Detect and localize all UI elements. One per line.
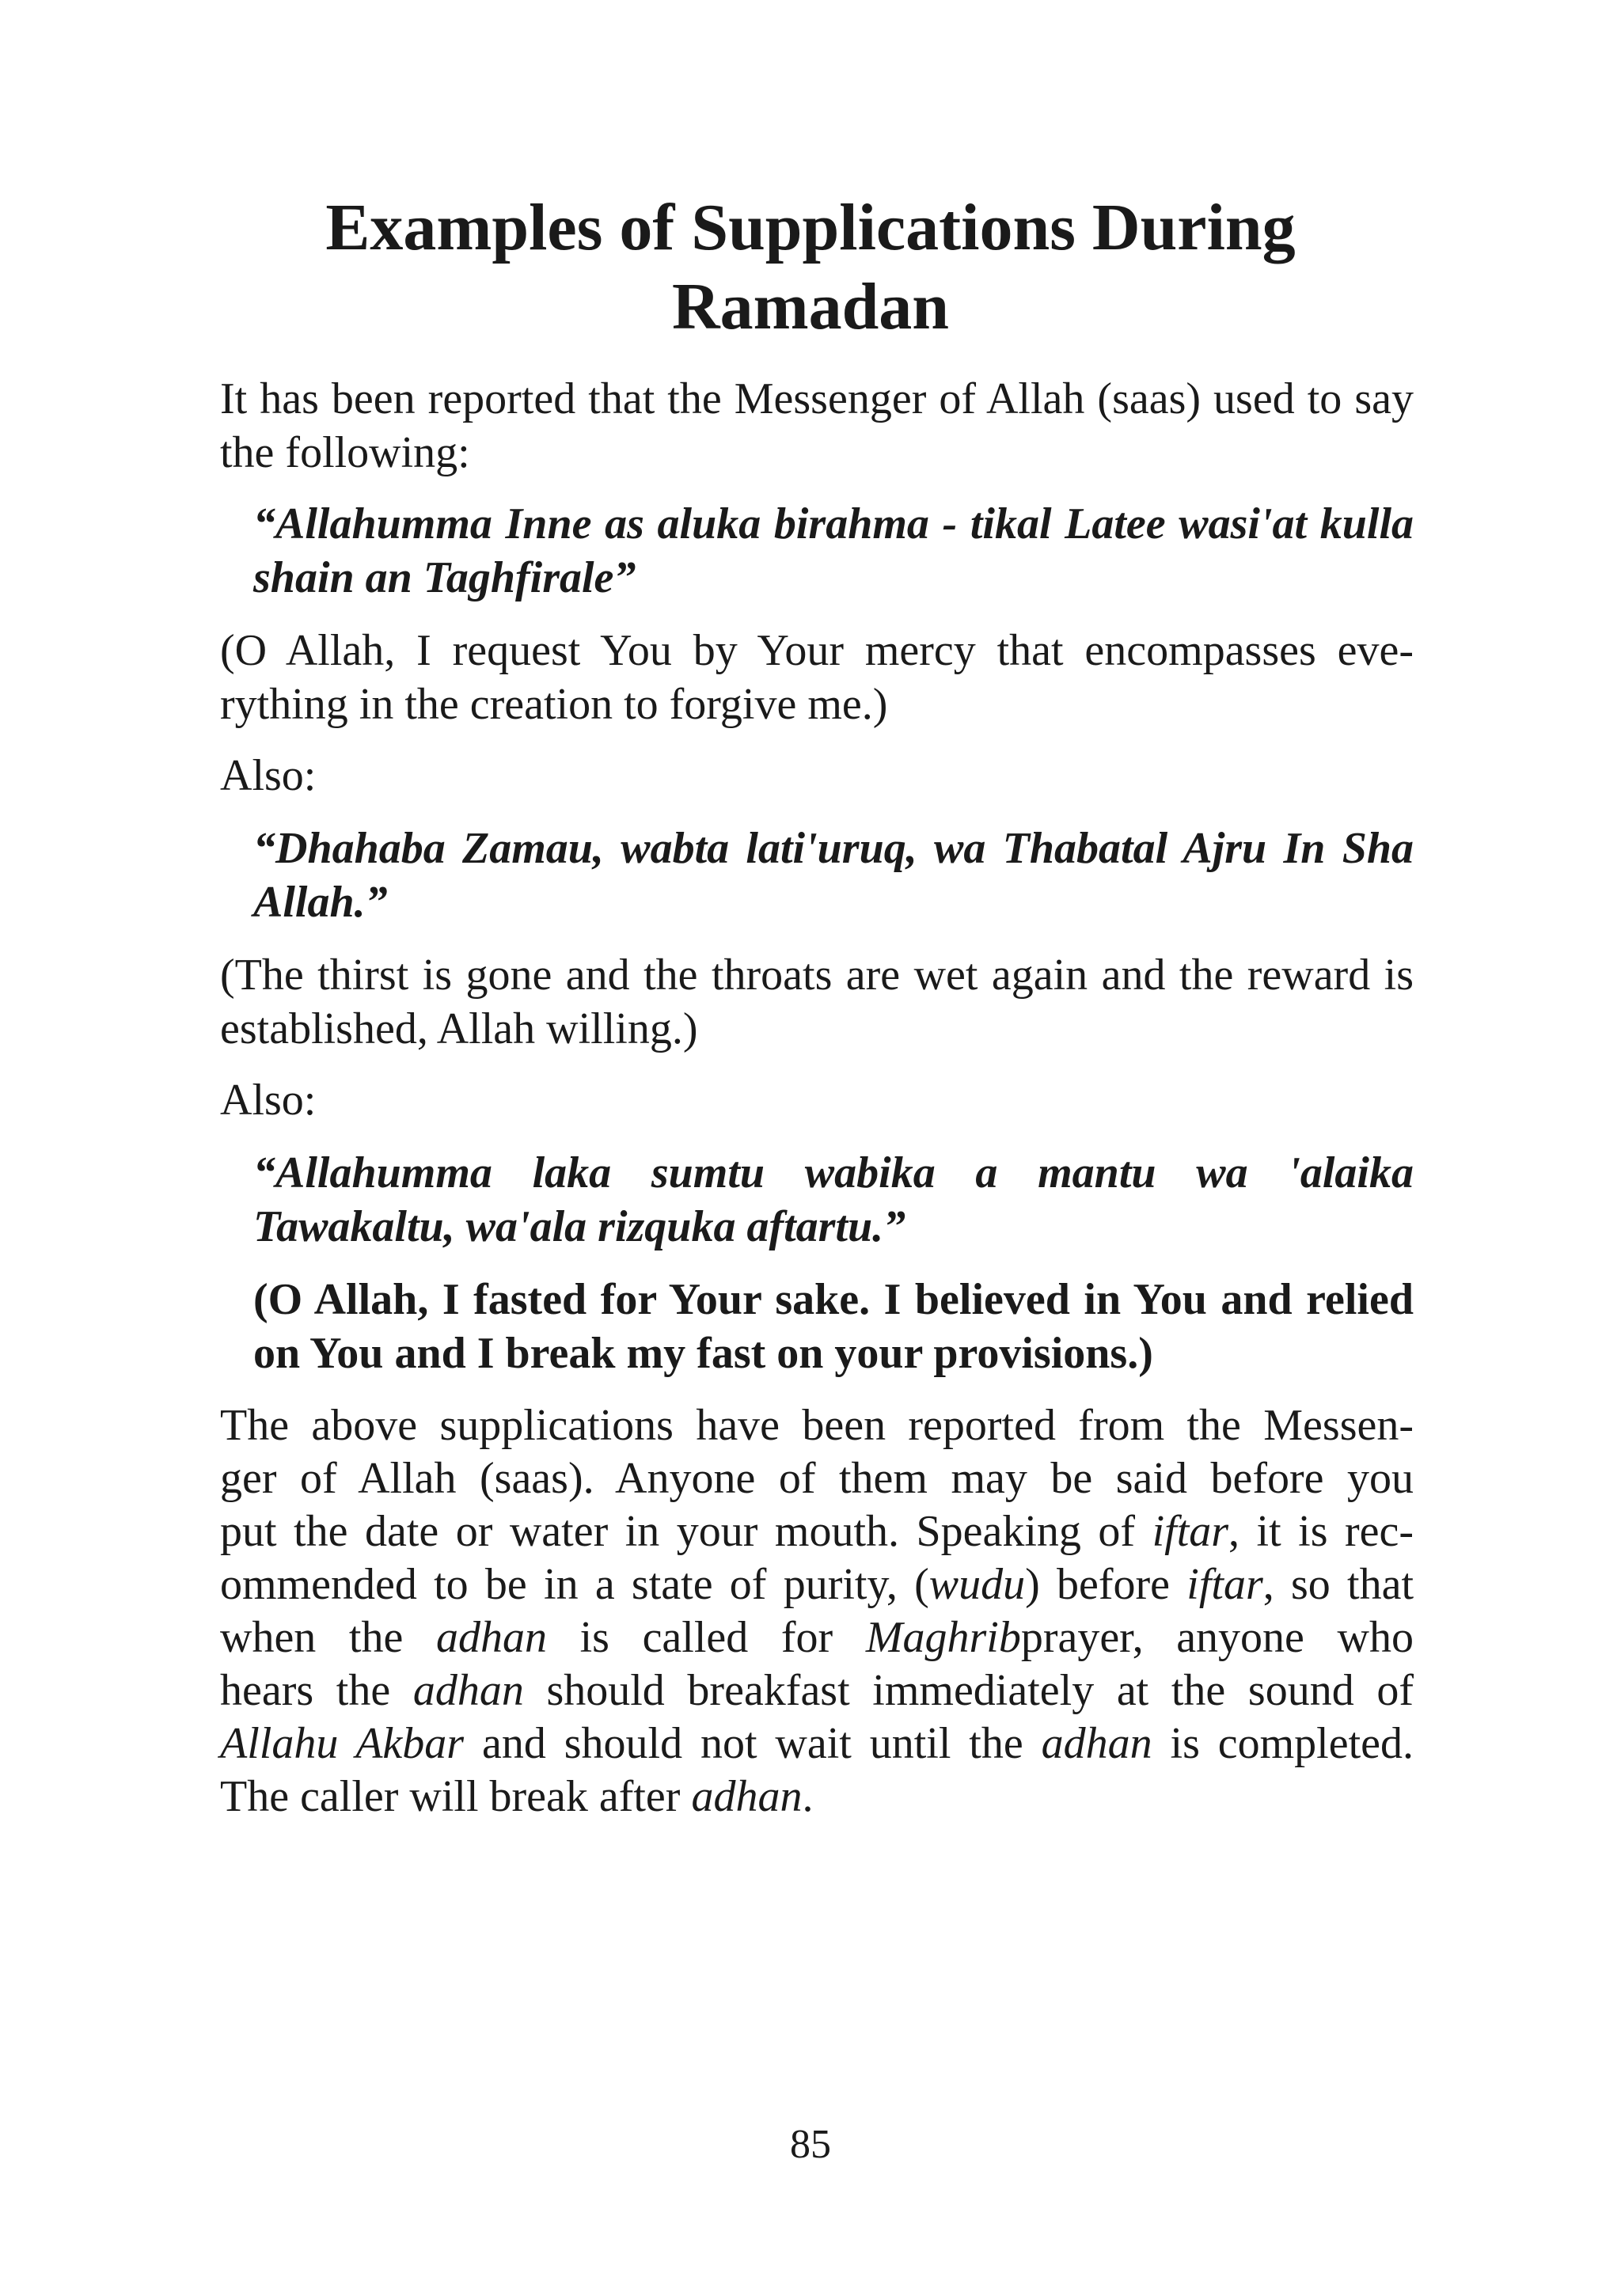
supplication-1-translation: (O Allah, I request You by Your mercy that encompasses eve-rything in the creation to forgive me.) <box>220 626 1414 729</box>
italic-term-adhan: adhan <box>412 1666 524 1715</box>
supplication-3-translation: (O Allah, I fasted for Your sake. I believed in You and relied on You and I break my fast on your provisions.) <box>253 1275 1414 1378</box>
page-body <box>220 372 1414 1824</box>
italic-term-adhan: adhan <box>1041 1719 1152 1768</box>
italic-term-wudu: wudu <box>928 1560 1026 1609</box>
closing-text: and should not wait until the <box>464 1719 1042 1768</box>
italic-term-iftar: iftar <box>1152 1507 1229 1556</box>
closing-line <box>220 1664 1414 1717</box>
closing-line <box>220 1717 1414 1770</box>
closing-text: ger of Allah (saas). Anyone of them may be said before you <box>220 1454 1414 1503</box>
page-title: Examples of Supplications During Ramadan <box>325 191 1296 343</box>
closing-line <box>220 1452 1414 1505</box>
closing-text: hears the <box>220 1666 413 1715</box>
also-label-2: Also: <box>220 1076 317 1125</box>
italic-term-maghrib: Maghrib <box>865 1613 1021 1662</box>
closing-line <box>220 1770 1414 1824</box>
closing-text: The caller will break after <box>220 1772 692 1821</box>
closing-text: , so that <box>1262 1560 1414 1609</box>
closing-line <box>220 1505 1414 1558</box>
closing-line <box>220 1611 1414 1664</box>
closing-text: , it is rec- <box>1228 1507 1414 1556</box>
closing-line <box>220 1399 1414 1452</box>
closing-text: when the <box>220 1613 436 1662</box>
closing-text: . <box>802 1772 814 1821</box>
italic-term-allahu-akbar: Allahu Akbar <box>220 1719 465 1768</box>
closing-text: ) before <box>1025 1560 1187 1609</box>
italic-term-adhan: adhan <box>435 1613 547 1662</box>
closing-text: is called for <box>546 1613 866 1662</box>
closing-paragraph <box>220 1399 1414 1824</box>
supplication-2-transliteration: “Dhahaba Zamau, wabta lati'uruq, wa Thabatal Ajru In Sha Allah.” <box>253 824 1414 927</box>
closing-text: ommended to be in a state of purity, ( <box>220 1560 929 1609</box>
also-label-1: Also: <box>220 751 317 800</box>
closing-text: put the date or water in your mouth. Speaking of <box>220 1507 1152 1556</box>
supplication-2-translation: (The thirst is gone and the throats are wet again and the reward is established, Allah willing.) <box>220 951 1414 1053</box>
supplication-3-transliteration: “Allahumma laka sumtu wabika a mantu wa 'alaika Tawakaltu, wa'ala rizquka aftartu.” <box>253 1148 1414 1251</box>
closing-text: The above supplications have been reported from the Messen- <box>220 1401 1414 1450</box>
closing-text: should breakfast immediately at the sound of <box>523 1666 1414 1715</box>
closing-line <box>220 1558 1414 1611</box>
closing-text: is completed. <box>1152 1719 1414 1768</box>
intro-paragraph: It has been reported that the Messenger of Allah (saas) used to say the following: <box>220 374 1414 477</box>
italic-term-adhan: adhan <box>691 1772 803 1821</box>
page-number: 85 <box>790 2122 831 2167</box>
supplication-1-transliteration: “Allahumma Inne as aluka birahma - tikal Latee wasi'at kulla shain an Taghfirale” <box>253 499 1414 602</box>
italic-term-iftar: iftar <box>1186 1560 1263 1609</box>
closing-text: prayer, anyone who <box>1020 1613 1414 1662</box>
